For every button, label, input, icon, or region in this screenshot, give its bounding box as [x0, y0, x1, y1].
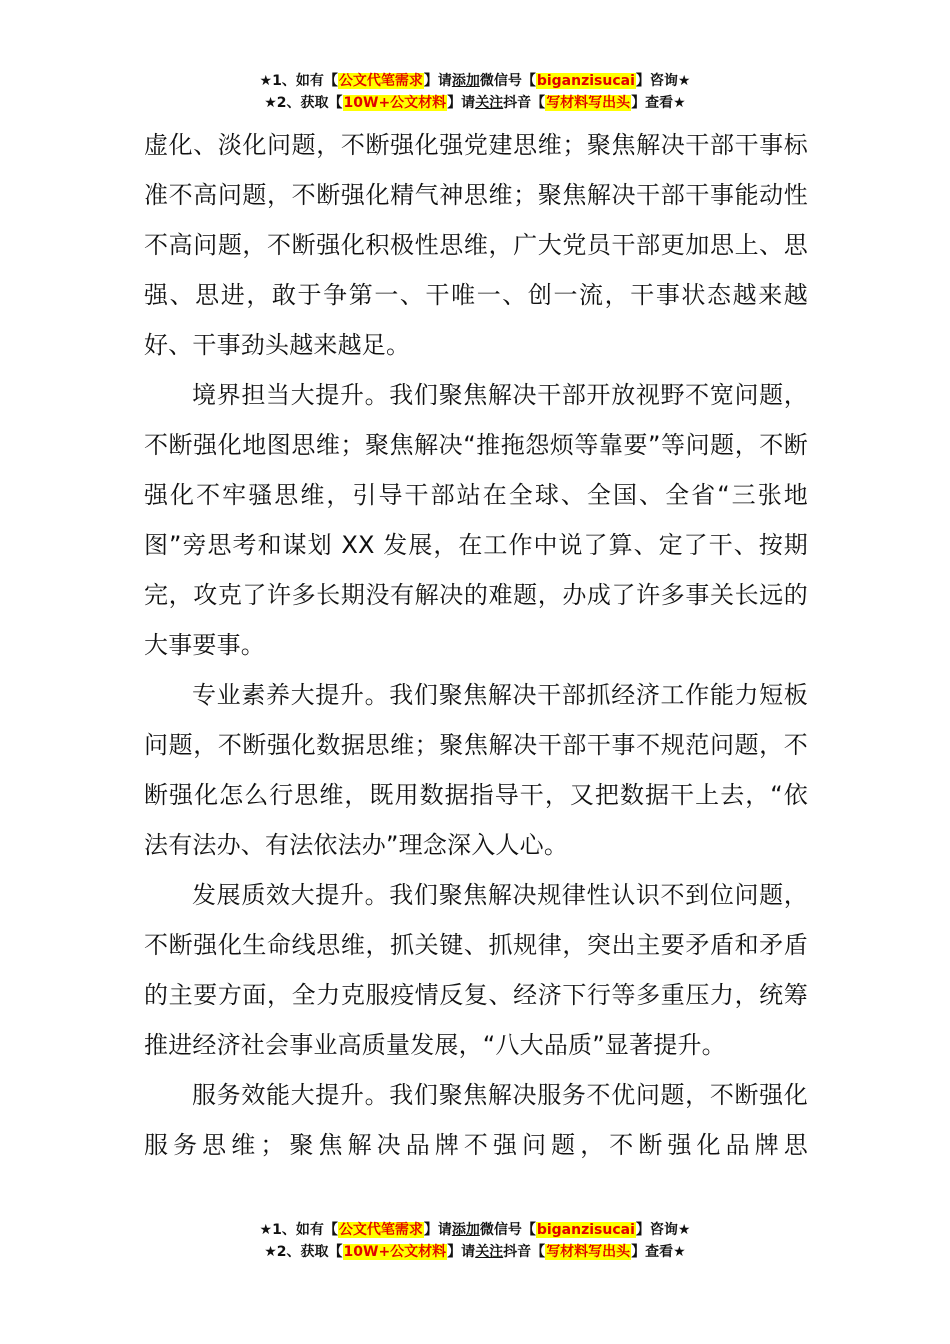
- paragraph-development-quality: 发展质效大提升。我们聚焦解决规律性认识不到位问题，不断强化生命线思维，抓关键、抓规律，突出主要矛盾和矛盾的主要方面，全力克服疫情反复、经济下行等多重压力，统筹推进经济社会事业高质量发展，“八大品质”显著提升。: [144, 881, 808, 1059]
- promo-text: 】请: [447, 95, 476, 111]
- promo-underline: 关注: [475, 1244, 504, 1260]
- paragraph-continuation: 虚化、淡化问题，不断强化强党建思维；聚焦解决干部干事标准不高问题，不断强化精气神思维；聚焦解决干部干事能动性不高问题，不断强化积极性思维，广大党员干部更加思上、思强、思进，敢于争第一、干唯一、创一流，干事状态越来越好、干事劲头越来越足。: [144, 131, 808, 359]
- promo-highlight: 10W+公文材料: [343, 95, 447, 111]
- promo-text: 】请: [423, 73, 452, 89]
- header-promo-line-2: [0, 92, 950, 114]
- promo-text: 】咨询★: [635, 73, 691, 89]
- promo-text: 抖音【: [503, 95, 546, 111]
- promo-text: ★1、如有【: [259, 1222, 338, 1238]
- promo-underline: 添加: [451, 73, 480, 89]
- promo-text: 微信号【: [479, 73, 536, 89]
- header-promo: [0, 70, 950, 114]
- promo-text: ★1、如有【: [259, 73, 338, 89]
- header-promo-line-1: [0, 70, 950, 92]
- paragraph-service-efficiency: 服务效能大提升。我们聚焦解决服务不优问题，不断强化服务思维；聚焦解决品牌不强问题，不断强化品牌思: [144, 1081, 808, 1159]
- promo-text: ★2、获取【: [264, 1244, 343, 1260]
- footer-promo-line-1: [0, 1219, 950, 1241]
- document-body: [144, 120, 808, 1170]
- promo-text: ★2、获取【: [264, 95, 343, 111]
- footer-promo: [0, 1219, 950, 1263]
- promo-douyin-id: 写材料写出头: [546, 95, 631, 111]
- promo-wechat-id: biganzisucai: [536, 73, 635, 89]
- paragraph-professional-quality: 专业素养大提升。我们聚焦解决干部抓经济工作能力短板问题，不断强化数据思维；聚焦解决干部干事不规范问题，不断强化怎么行思维，既用数据指导干，又把数据干上去，“依法有法办、有法依法办”理念深入人心。: [144, 681, 808, 859]
- promo-text: 】查看★: [631, 1244, 686, 1260]
- promo-text: 】请: [447, 1244, 476, 1260]
- promo-text: 微信号【: [479, 1222, 536, 1238]
- promo-highlight: 10W+公文材料: [343, 1244, 447, 1260]
- promo-text: 】查看★: [631, 95, 686, 111]
- promo-douyin-id: 写材料写出头: [546, 1244, 631, 1260]
- promo-text: 抖音【: [503, 1244, 546, 1260]
- promo-highlight: 公文代笔需求: [338, 1222, 423, 1238]
- paragraph-realm-responsibility: 境界担当大提升。我们聚焦解决干部开放视野不宽问题，不断强化地图思维；聚焦解决“推拖怨烦等靠要”等问题，不断强化不牢骚思维，引导干部站在全球、全国、全省“三张地图”旁思考和谋划 XX 发展，在工作中说了算、定了干、按期完，攻克了许多长期没有解决的难题，办成了许多事关长远的大事要事。: [144, 381, 808, 659]
- promo-highlight: 公文代笔需求: [338, 73, 423, 89]
- footer-promo-line-2: [0, 1241, 950, 1263]
- promo-wechat-id: biganzisucai: [536, 1222, 635, 1238]
- promo-text: 】请: [423, 1222, 452, 1238]
- promo-underline: 关注: [475, 95, 504, 111]
- promo-text: 】咨询★: [635, 1222, 691, 1238]
- promo-underline: 添加: [451, 1222, 480, 1238]
